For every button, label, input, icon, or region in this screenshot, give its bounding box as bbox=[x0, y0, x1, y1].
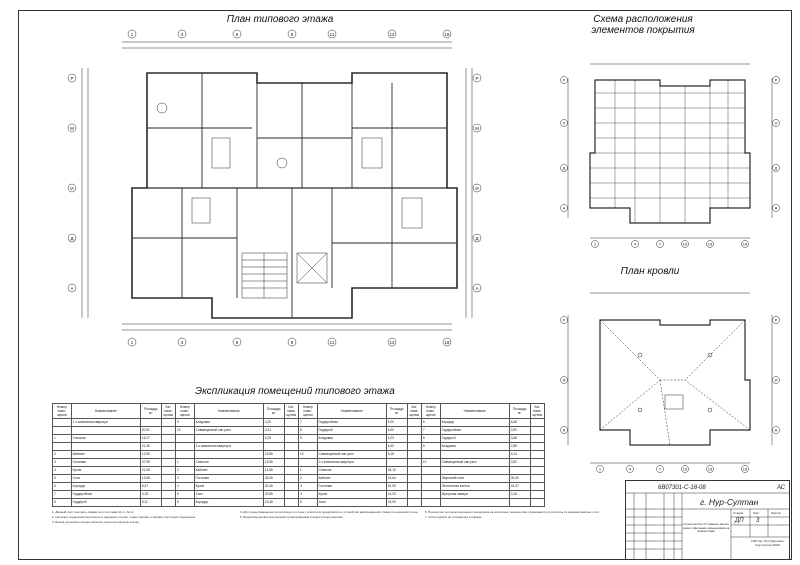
roof-elements-scheme-drawing bbox=[560, 58, 780, 248]
table-cell bbox=[161, 483, 175, 491]
table-cell: 5 bbox=[53, 475, 72, 483]
note-item: 7. Уклон кровли не установлен в нормах. bbox=[425, 515, 483, 519]
svg-text:4: 4 bbox=[180, 32, 184, 37]
table-row bbox=[53, 435, 545, 443]
table-cell: 21,36 bbox=[140, 443, 161, 451]
table-cell bbox=[263, 443, 284, 451]
table-cell bbox=[161, 499, 175, 507]
table-cell: 8 bbox=[298, 427, 317, 435]
svg-text:Д: Д bbox=[475, 236, 479, 241]
table-cell bbox=[161, 451, 175, 459]
floor-plan-title: План типового этажа bbox=[226, 14, 334, 25]
table-cell bbox=[386, 459, 407, 467]
table-cell: Кладовая bbox=[194, 419, 263, 427]
table-cell: 4,03 bbox=[386, 435, 407, 443]
table-cell: 4,20 bbox=[263, 419, 284, 427]
svg-text:10: 10 bbox=[682, 241, 688, 247]
table-cell bbox=[194, 435, 263, 443]
svg-text:Р: Р bbox=[475, 76, 479, 81]
table-cell bbox=[421, 499, 440, 507]
table-cell: 3 bbox=[298, 483, 317, 491]
table-cell: 3,16 bbox=[509, 491, 530, 499]
table-row bbox=[53, 459, 545, 467]
table-cell: 18,10 bbox=[386, 467, 407, 475]
table-cell: Совмещенный сан.узел bbox=[440, 459, 509, 467]
table-cell: 6,68 bbox=[509, 419, 530, 427]
svg-text:4: 4 bbox=[633, 241, 637, 247]
stage-header: Стадия bbox=[733, 511, 744, 515]
table-cell: 2 bbox=[53, 451, 72, 459]
svg-text:4: 4 bbox=[628, 466, 632, 472]
svg-text:16: 16 bbox=[742, 466, 748, 472]
table-cell: 2,88 bbox=[509, 443, 530, 451]
table-cell bbox=[161, 419, 175, 427]
svg-text:Р: Р bbox=[70, 76, 74, 81]
table-cell bbox=[421, 483, 440, 491]
table-cell: Холл bbox=[71, 475, 140, 483]
note-item: 4. Для предотвращения теплопотерь по стене утеплителя предусмотреть устройство армированной стяжки по наружной стене. bbox=[240, 510, 419, 514]
table-cell bbox=[161, 427, 175, 435]
svg-text:1: 1 bbox=[130, 340, 134, 345]
table-cell: 6,49 bbox=[386, 443, 407, 451]
table-cell: 13,68 bbox=[140, 475, 161, 483]
elements-scheme-title: Схема расположения элементов покрытия bbox=[591, 14, 695, 36]
note-item: 3. Выход на кровлю осуществляется через лестничную клетку. bbox=[52, 520, 140, 524]
svg-text:М: М bbox=[475, 126, 479, 131]
table-cell: 5,00 bbox=[386, 419, 407, 427]
table-cell: 14,33 bbox=[386, 491, 407, 499]
note-item: 2. Несущие сердечники выполнить в наружных стенах, через проёмы и связям утеплителя перемычек. bbox=[52, 515, 196, 519]
table-cell bbox=[175, 435, 194, 443]
svg-text:11: 11 bbox=[329, 32, 335, 37]
table-cell bbox=[161, 491, 175, 499]
svg-text:Д: Д bbox=[70, 236, 74, 241]
table-cell bbox=[284, 419, 298, 427]
table-cell: 12,50 bbox=[140, 451, 161, 459]
table-cell: Гардеробная bbox=[71, 491, 140, 499]
table-cell bbox=[284, 467, 298, 475]
svg-text:18: 18 bbox=[444, 340, 450, 345]
table-cell bbox=[407, 435, 421, 443]
table-cell: Кабинет bbox=[71, 451, 140, 459]
sheets-header: Листов bbox=[771, 511, 781, 515]
table-cell: 10 bbox=[298, 451, 317, 459]
table-cell bbox=[530, 499, 544, 507]
table-cell: 7 bbox=[298, 419, 317, 427]
table-cell bbox=[407, 467, 421, 475]
drawing-set-mark: АС bbox=[777, 485, 785, 491]
floor-plan-drawing bbox=[52, 28, 482, 358]
table-cell: Гостиная bbox=[71, 459, 140, 467]
table-cell: 18,37 bbox=[509, 483, 530, 491]
svg-text:А: А bbox=[70, 286, 74, 291]
table-cell bbox=[407, 475, 421, 483]
table-cell: 45,06 bbox=[263, 475, 284, 483]
table-cell: 22,90 bbox=[386, 499, 407, 507]
table-cell: Гардероб bbox=[71, 499, 140, 507]
table-cell: 6,47 bbox=[140, 483, 161, 491]
svg-text:1: 1 bbox=[593, 241, 597, 247]
table-cell: Мусорная камера bbox=[440, 491, 509, 499]
table-cell: 3,50 bbox=[509, 459, 530, 467]
svg-text:16: 16 bbox=[742, 241, 748, 247]
table-cell: 4 bbox=[53, 467, 72, 475]
table-cell bbox=[421, 467, 440, 475]
svg-text:9: 9 bbox=[290, 340, 294, 345]
table-cell bbox=[407, 451, 421, 459]
table-cell bbox=[530, 491, 544, 499]
note-item: 5. Водоотвод кровли внутренний организованный в водосточные воронки. bbox=[240, 515, 344, 519]
table-cell bbox=[284, 451, 298, 459]
svg-text:7: 7 bbox=[658, 241, 662, 247]
svg-text:И: И bbox=[774, 377, 778, 383]
svg-text:13: 13 bbox=[707, 241, 713, 247]
svg-text:А: А bbox=[774, 427, 778, 433]
table-cell bbox=[284, 483, 298, 491]
table-cell: Гостиная bbox=[194, 475, 263, 483]
table-cell bbox=[161, 443, 175, 451]
table-cell: 5 bbox=[298, 499, 317, 507]
table-row bbox=[53, 491, 545, 499]
table-cell bbox=[284, 435, 298, 443]
table-cell: 3 bbox=[175, 475, 194, 483]
organization: СФУ им. Л.Н.Гумилева г. Нур-Султан 2022г. bbox=[751, 539, 785, 547]
table-cell: 20,46 bbox=[263, 483, 284, 491]
svg-text:А: А bbox=[562, 205, 566, 211]
svg-text:А: А bbox=[475, 286, 479, 291]
table-cell: Гостиная bbox=[317, 483, 386, 491]
table-cell bbox=[530, 427, 544, 435]
stamp-grid bbox=[626, 481, 789, 559]
table-cell bbox=[440, 499, 509, 507]
table-cell: 21,08 bbox=[140, 467, 161, 475]
table-cell: 2 bbox=[175, 467, 194, 475]
table-cell bbox=[530, 483, 544, 491]
table-cell: 7 bbox=[421, 427, 440, 435]
table-cell: 3-х комнатная квартира bbox=[194, 443, 263, 451]
explication-title: Экспликация помещений типового этажа bbox=[195, 386, 395, 397]
notes-column-1 bbox=[52, 510, 232, 525]
svg-text:10: 10 bbox=[682, 466, 688, 472]
svg-text:М: М bbox=[70, 126, 74, 131]
svg-text:Д: Д bbox=[562, 165, 566, 171]
table-row bbox=[53, 451, 545, 459]
table-cell: 5,24 bbox=[509, 451, 530, 459]
project-city: г. Нур-Султан bbox=[700, 497, 759, 507]
notes-column-2 bbox=[240, 510, 420, 520]
table-cell bbox=[284, 475, 298, 483]
table-row bbox=[53, 499, 545, 507]
svg-text:4: 4 bbox=[180, 340, 184, 345]
svg-text:Р: Р bbox=[562, 317, 566, 323]
table-cell: Коридор bbox=[194, 499, 263, 507]
table-cell: Кухня bbox=[194, 483, 263, 491]
table-cell bbox=[509, 467, 530, 475]
table-cell bbox=[421, 491, 440, 499]
table-cell bbox=[530, 467, 544, 475]
table-cell: 6,29 bbox=[263, 435, 284, 443]
notes-column-3 bbox=[425, 510, 620, 520]
table-cell: 2-х комнатная квартира bbox=[317, 459, 386, 467]
svg-text:9: 9 bbox=[290, 32, 294, 37]
table-cell bbox=[140, 419, 161, 427]
table-row bbox=[53, 483, 545, 491]
svg-text:1: 1 bbox=[130, 32, 134, 37]
table-cell bbox=[284, 491, 298, 499]
stage-value: ДП bbox=[735, 518, 744, 524]
roof-plan-title: План кровли bbox=[620, 266, 680, 277]
svg-text:Л: Л bbox=[774, 120, 778, 126]
note-item: 6. В качестве теплоизоляционного материала на кирпичных перекрытиях принимается утеплитель из минераловатных плит. bbox=[425, 510, 600, 514]
table-cell bbox=[317, 443, 386, 451]
table-cell: 7 bbox=[53, 491, 72, 499]
table-cell bbox=[161, 467, 175, 475]
table-cell bbox=[194, 451, 263, 459]
table-cell bbox=[161, 475, 175, 483]
table-row bbox=[53, 467, 545, 475]
table-cell: Кухня bbox=[71, 467, 140, 475]
table-cell bbox=[71, 427, 140, 435]
table-cell: Кабинет bbox=[317, 475, 386, 483]
table-cell: Кабинет bbox=[194, 467, 263, 475]
table-cell: 6 bbox=[175, 499, 194, 507]
table-cell: 5,11 bbox=[140, 499, 161, 507]
roof-plan-drawing bbox=[560, 285, 780, 475]
table-cell bbox=[175, 443, 194, 451]
table-cell: 9 bbox=[421, 443, 440, 451]
table-cell: 9 bbox=[298, 435, 317, 443]
svg-text:13: 13 bbox=[707, 466, 713, 472]
table-cell: Кухня bbox=[317, 491, 386, 499]
table-cell: Кладовая bbox=[440, 443, 509, 451]
table-cell bbox=[440, 451, 509, 459]
table-cell: Лестничная клетка bbox=[440, 483, 509, 491]
project-description: Строительство 17-этажного жилого дома с офисными помещениями на первом этаже bbox=[682, 522, 730, 534]
table-cell bbox=[407, 443, 421, 451]
table-cell bbox=[407, 499, 421, 507]
table-cell bbox=[298, 459, 317, 467]
svg-text:Д: Д bbox=[774, 165, 778, 171]
table-cell bbox=[530, 435, 544, 443]
svg-text:И: И bbox=[475, 186, 479, 191]
svg-text:7: 7 bbox=[658, 466, 662, 472]
table-row bbox=[53, 419, 545, 427]
table-cell bbox=[440, 467, 509, 475]
sheet-number: 3 bbox=[756, 518, 760, 524]
table-cell bbox=[284, 443, 298, 451]
table-cell: Гардероб bbox=[440, 435, 509, 443]
table-cell bbox=[530, 443, 544, 451]
table-cell: 8 bbox=[53, 499, 72, 507]
table-cell bbox=[161, 459, 175, 467]
table-cell bbox=[284, 499, 298, 507]
table-cell: 10 bbox=[421, 459, 440, 467]
table-cell bbox=[530, 419, 544, 427]
table-cell: Холл bbox=[194, 491, 263, 499]
table-cell: Коридор bbox=[440, 419, 509, 427]
table-cell bbox=[53, 419, 72, 427]
table-cell: 3,90 bbox=[509, 427, 530, 435]
table-cell: Холл bbox=[317, 499, 386, 507]
table-cell: 16,27 bbox=[140, 435, 161, 443]
explication-table bbox=[52, 403, 545, 507]
table-cell: 9 bbox=[175, 419, 194, 427]
table-cell: 4,60 bbox=[386, 427, 407, 435]
table-cell bbox=[530, 451, 544, 459]
svg-text:14: 14 bbox=[389, 340, 395, 345]
table-cell: Кладовая bbox=[317, 435, 386, 443]
table-cell: 1-х комнатная квартира bbox=[71, 419, 140, 427]
note-item: 1. Данный лист смотреть совместно с листами АС-1, АС-2. bbox=[52, 510, 135, 514]
table-row bbox=[53, 475, 545, 483]
table-cell bbox=[284, 459, 298, 467]
svg-text:6: 6 bbox=[235, 340, 239, 345]
table-cell bbox=[407, 491, 421, 499]
table-cell: 10 bbox=[175, 427, 194, 435]
table-cell: Гардеробная bbox=[317, 419, 386, 427]
table-cell bbox=[421, 451, 440, 459]
table-cell bbox=[161, 435, 175, 443]
table-cell bbox=[530, 475, 544, 483]
table-cell bbox=[53, 443, 72, 451]
svg-text:А: А bbox=[774, 205, 778, 211]
table-cell: 15,64 bbox=[386, 475, 407, 483]
sheet-header: Лист bbox=[753, 511, 760, 515]
table-cell: 20,91 bbox=[140, 427, 161, 435]
table-cell: 47,59 bbox=[140, 459, 161, 467]
table-cell: 29,55 bbox=[263, 491, 284, 499]
table-cell bbox=[530, 459, 544, 467]
table-cell: 4 bbox=[298, 491, 317, 499]
table-cell: Совмещенный сан.узел bbox=[317, 451, 386, 459]
table-cell: 19,86 bbox=[263, 451, 284, 459]
svg-text:А: А bbox=[562, 427, 566, 433]
table-cell: 6 bbox=[53, 483, 72, 491]
table-cell: Совмещенный сан.узел bbox=[194, 427, 263, 435]
drawing-code: 6В07301-С-18-08 bbox=[658, 485, 706, 491]
svg-text:6: 6 bbox=[235, 32, 239, 37]
table-cell: 6 bbox=[421, 419, 440, 427]
table-cell: 3,68 bbox=[509, 435, 530, 443]
table-row bbox=[53, 427, 545, 435]
table-cell: 5,18 bbox=[386, 451, 407, 459]
table-cell bbox=[407, 427, 421, 435]
table-cell bbox=[298, 443, 317, 451]
table-cell: 40,50 bbox=[386, 483, 407, 491]
table-cell bbox=[421, 475, 440, 483]
table-cell: Спальня bbox=[71, 435, 140, 443]
table-cell bbox=[407, 483, 421, 491]
svg-text:Р: Р bbox=[562, 77, 566, 83]
table-cell: 1 bbox=[175, 459, 194, 467]
table-cell: 5 bbox=[175, 491, 194, 499]
table-row bbox=[53, 443, 545, 451]
table-header-row: Номер поме-щения Наименование Площадь м² Кат. поме-щения Номер поме-щения Наименование Площадь м² Кат. поме-щения Номер поме-щения Наименование Площадь м² Кат. поме-щения Номер поме-щения Наименование Площадь м² Кат. поме-щения bbox=[53, 404, 545, 419]
explication-table-body bbox=[53, 419, 545, 507]
table-cell bbox=[284, 427, 298, 435]
table-cell: Лифтовой холл bbox=[440, 475, 509, 483]
table-cell: 1 bbox=[298, 467, 317, 475]
table-cell bbox=[509, 499, 530, 507]
table-cell: 3 bbox=[53, 459, 72, 467]
table-cell: Спальня bbox=[317, 467, 386, 475]
table-cell: 2 bbox=[298, 475, 317, 483]
table-cell bbox=[407, 419, 421, 427]
table-cell bbox=[407, 459, 421, 467]
svg-text:Р: Р bbox=[774, 77, 778, 83]
table-cell: 8 bbox=[421, 435, 440, 443]
table-cell: 4,31 bbox=[263, 427, 284, 435]
table-cell: Коридор bbox=[71, 483, 140, 491]
svg-text:1: 1 bbox=[598, 466, 602, 472]
table-cell: Гардероб bbox=[317, 427, 386, 435]
svg-text:Л: Л bbox=[562, 120, 566, 126]
table-cell: 14,56 bbox=[263, 467, 284, 475]
table-cell: 19,48 bbox=[263, 499, 284, 507]
table-cell bbox=[53, 427, 72, 435]
table-cell: 30,69 bbox=[509, 475, 530, 483]
table-cell: Спальня bbox=[194, 459, 263, 467]
svg-text:И: И bbox=[70, 186, 74, 191]
table-cell: Гардеробная bbox=[440, 427, 509, 435]
table-cell: 1 bbox=[53, 435, 72, 443]
svg-text:Р: Р bbox=[774, 317, 778, 323]
table-cell bbox=[71, 443, 140, 451]
table-cell: 19,56 bbox=[263, 459, 284, 467]
table-cell bbox=[175, 451, 194, 459]
svg-text:18: 18 bbox=[444, 32, 450, 37]
svg-text:И: И bbox=[562, 377, 566, 383]
table-cell: 4,18 bbox=[140, 491, 161, 499]
table-cell: 4 bbox=[175, 483, 194, 491]
title-block-stamp bbox=[625, 480, 790, 560]
svg-text:14: 14 bbox=[389, 32, 395, 37]
svg-text:11: 11 bbox=[329, 340, 335, 345]
